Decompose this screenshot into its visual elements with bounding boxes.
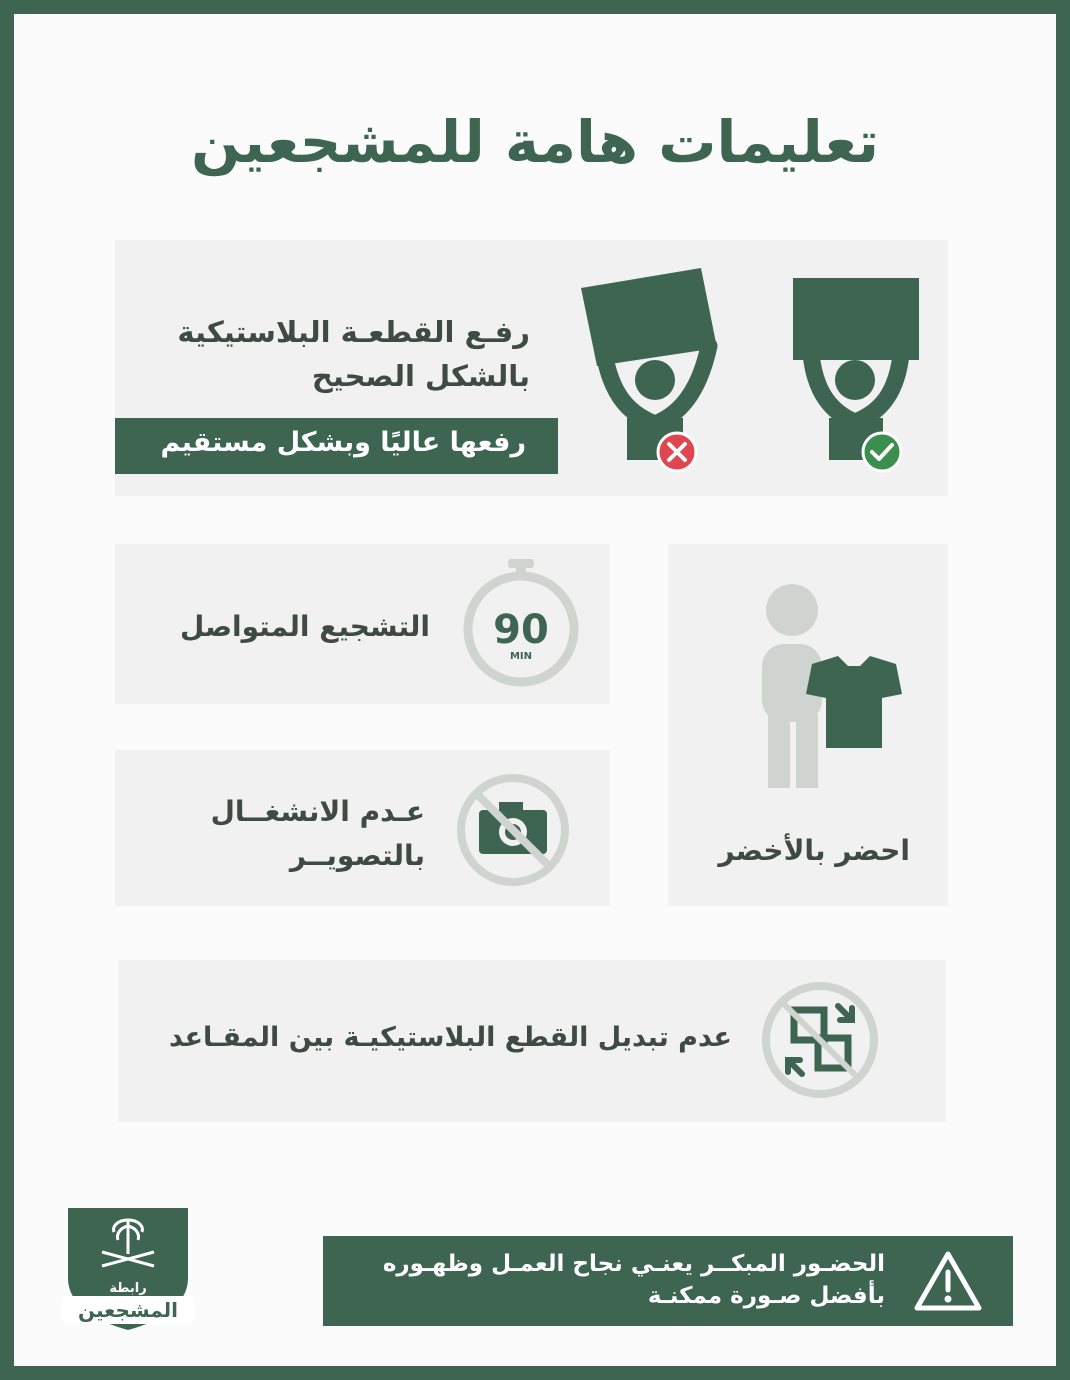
cross-icon bbox=[655, 430, 699, 474]
no-camera-icon bbox=[455, 772, 571, 888]
card-camera-line2: بالتصويــر bbox=[289, 839, 425, 872]
check-icon bbox=[860, 430, 904, 474]
logo-line2: المشجعين bbox=[78, 1298, 178, 1322]
card-raise-banner-text: رفعها عاليًا وبشكل مستقيم bbox=[160, 427, 526, 458]
card-raise-banner bbox=[115, 418, 558, 474]
notice-text bbox=[383, 1248, 885, 1312]
saudi-emblem-logo bbox=[58, 1196, 198, 1332]
card-raise-heading bbox=[177, 310, 530, 398]
notice-banner bbox=[323, 1236, 1013, 1326]
card-camera-text bbox=[211, 790, 425, 878]
notice-line1: الحضـور المبكــر يعنـي نجاح العمـل وظهـوره bbox=[382, 1251, 885, 1277]
card-swap-label: عدم تبديل القطع البلاستيكيـة بين المقـاعد bbox=[168, 1022, 732, 1053]
card-camera-line1: عـدم الانشغــال bbox=[210, 795, 425, 828]
timer-unit: MIN bbox=[509, 651, 533, 662]
logo-line1: رابطة bbox=[109, 1281, 147, 1296]
card-raise-heading-line2: بالشكل الصحيح bbox=[311, 359, 530, 393]
no-swap-icon bbox=[760, 980, 880, 1100]
card-green-label: احضر بالأخضر bbox=[718, 834, 910, 867]
warning-icon bbox=[913, 1248, 983, 1314]
page-title: تعليمات هامة للمشجعين bbox=[190, 108, 880, 176]
person-holding-shirt-icon bbox=[740, 582, 910, 792]
card-cheer-label: التشجيع المتواصل bbox=[179, 610, 430, 643]
notice-line2: بأفضل صـورة ممكنـة bbox=[647, 1283, 885, 1309]
stopwatch-icon bbox=[462, 555, 580, 687]
card-raise-heading-line1: رفـع القطعـة البلاستيكية bbox=[177, 315, 530, 349]
timer-number: 90 bbox=[493, 607, 549, 653]
